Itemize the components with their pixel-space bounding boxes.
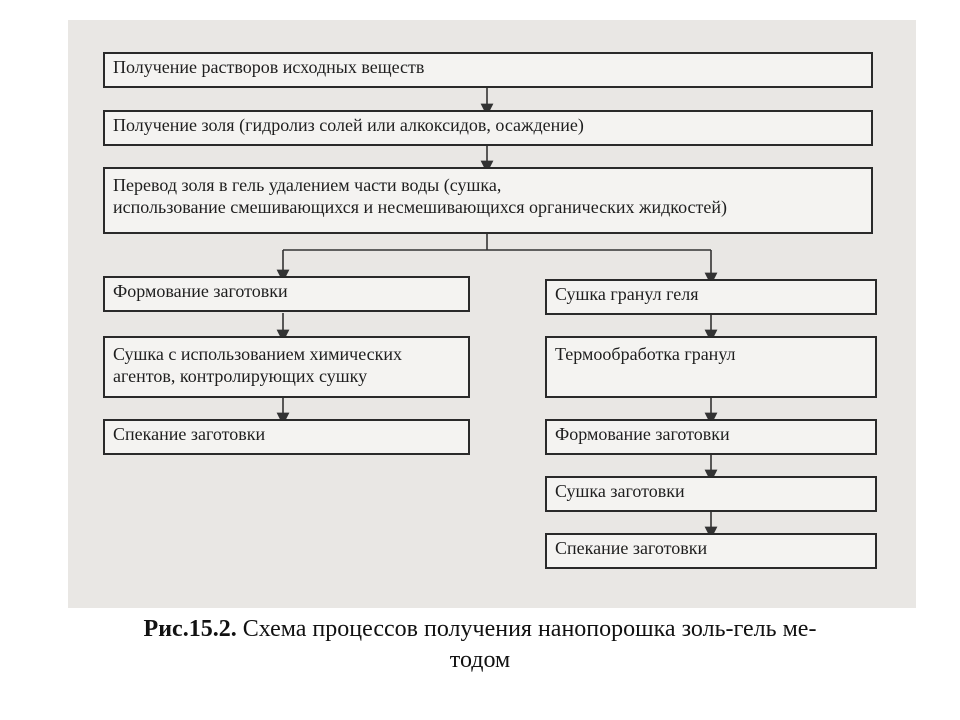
left-drying-label-line1: Сушка с использованием химических bbox=[113, 344, 402, 364]
right-shaping-box bbox=[545, 419, 877, 455]
left-sintering-label: Спекание заготовки bbox=[113, 424, 266, 444]
step-gel-label-line1: Перевод золя в гель удалением части воды (сушка, bbox=[113, 175, 502, 195]
caption-text-2: тодом bbox=[449, 647, 511, 673]
step-gel-label-line2: использование смешивающихся и несмешивающихся органических жидкостей) bbox=[113, 197, 728, 217]
right-sintering-box bbox=[545, 533, 877, 569]
step-solutions-label: Получение растворов исходных веществ bbox=[113, 57, 425, 77]
right-heat-treatment-label: Термообработка гранул bbox=[555, 344, 736, 364]
right-sintering-label: Спекание заготовки bbox=[555, 538, 708, 558]
caption-line-1 bbox=[0, 614, 960, 645]
step-sol-box bbox=[103, 110, 873, 146]
left-shaping-label: Формование заготовки bbox=[113, 281, 288, 301]
left-drying-box bbox=[103, 336, 470, 398]
caption-text-1: Схема процессов получения нанопорошка золь-гель ме- bbox=[242, 616, 817, 642]
step-gel-box bbox=[103, 167, 873, 234]
right-heat-treatment-box bbox=[545, 336, 877, 398]
left-shaping-box bbox=[103, 276, 470, 312]
right-drying-box bbox=[545, 476, 877, 512]
step-solutions-box bbox=[103, 52, 873, 88]
step-sol-label: Получение золя (гидролиз солей или алкоксидов, осаждение) bbox=[113, 115, 584, 135]
figure-caption bbox=[0, 614, 960, 676]
left-sintering-box bbox=[103, 419, 470, 455]
right-drying-label: Сушка заготовки bbox=[555, 481, 685, 501]
right-granule-drying-label: Сушка гранул геля bbox=[555, 284, 699, 304]
left-drying-label-line2: агентов, контролирующих сушку bbox=[113, 366, 368, 386]
caption-label: Рис.15.2. bbox=[143, 616, 237, 642]
right-granule-drying-box bbox=[545, 279, 877, 315]
right-shaping-label: Формование заготовки bbox=[555, 424, 730, 444]
